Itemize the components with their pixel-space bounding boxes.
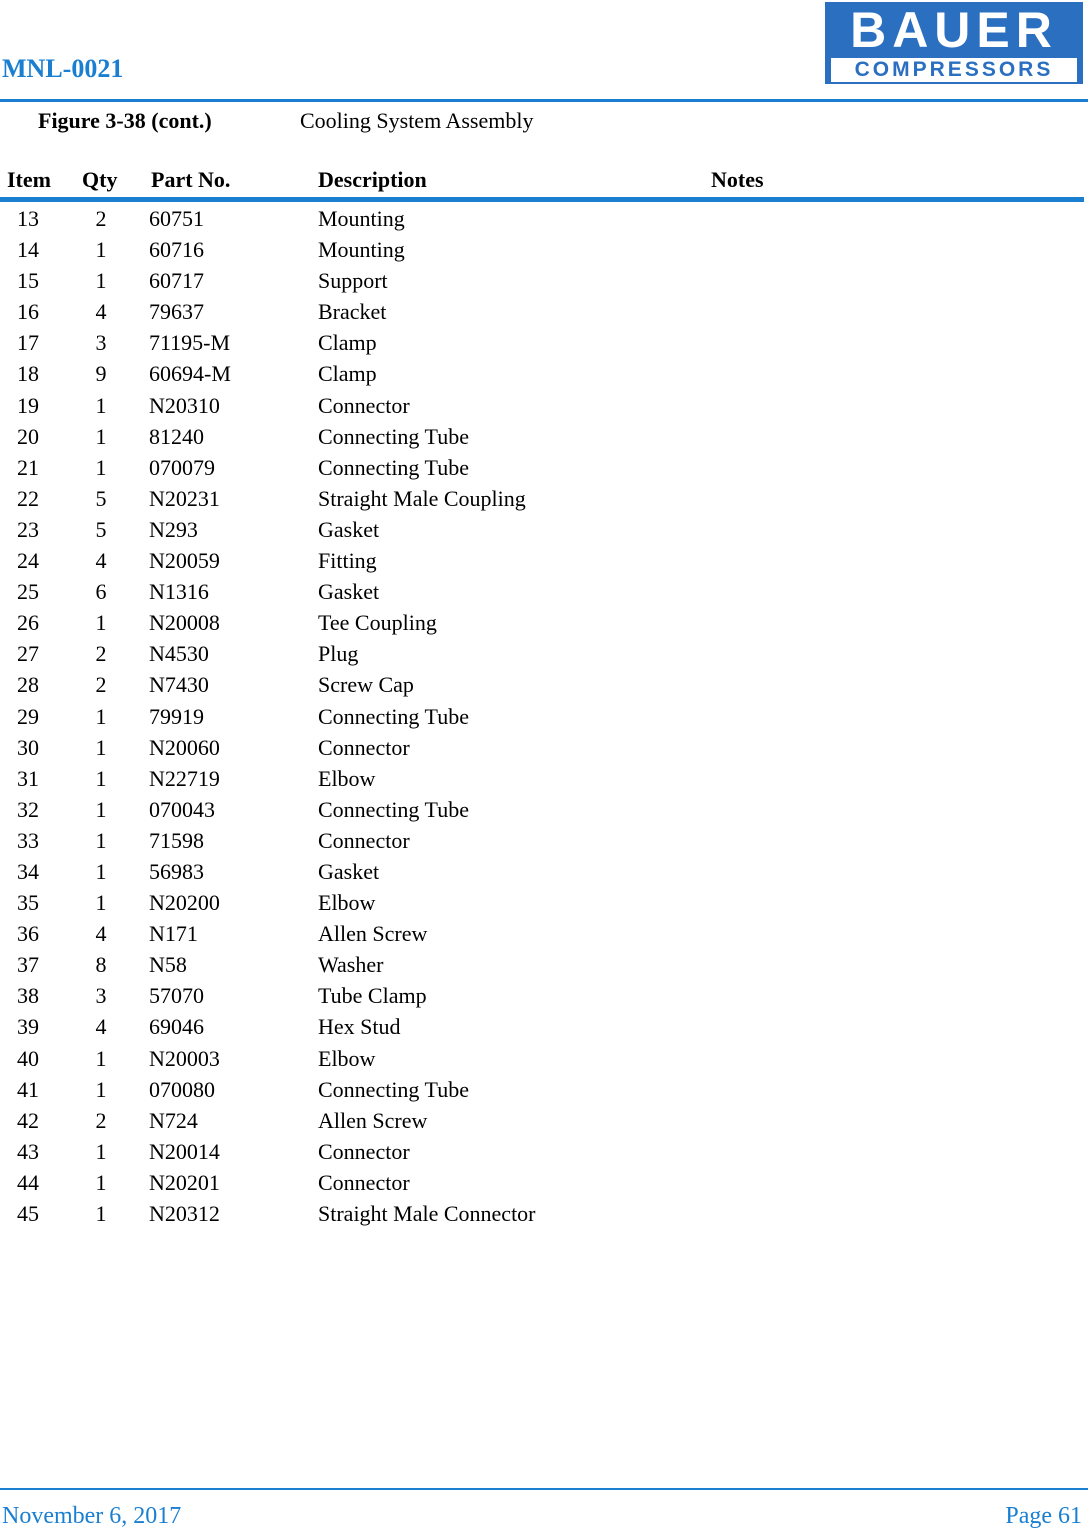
- part-number: N20014: [149, 1138, 220, 1164]
- part-number: 79919: [149, 703, 204, 729]
- table-row: [0, 577, 1088, 608]
- description: Connecting Tube: [318, 423, 469, 449]
- quantity: 4: [95, 548, 107, 574]
- quantity: 1: [95, 268, 107, 294]
- quantity: 1: [95, 734, 107, 760]
- part-number: 60716: [149, 237, 204, 263]
- part-number: 60694-M: [149, 361, 231, 387]
- part-number: 070080: [149, 1076, 215, 1102]
- item-number: 17: [17, 330, 39, 356]
- item-number: 34: [17, 858, 39, 884]
- part-number: N724: [149, 1107, 198, 1133]
- table-row: [0, 1044, 1088, 1075]
- part-number: 56983: [149, 858, 204, 884]
- description: Gasket: [318, 579, 380, 605]
- quantity: 1: [95, 1169, 107, 1195]
- description: Tube Clamp: [318, 983, 427, 1009]
- item-number: 22: [17, 485, 39, 511]
- description: Plug: [318, 641, 359, 667]
- quantity: 1: [95, 392, 107, 418]
- item-number: 13: [17, 206, 39, 231]
- part-number: N1316: [149, 579, 209, 605]
- quantity: 1: [95, 610, 107, 636]
- table-row: [0, 764, 1088, 795]
- part-number: N58: [149, 952, 187, 978]
- quantity: 1: [95, 1138, 107, 1164]
- quantity: 1: [95, 237, 107, 263]
- quantity: 1: [95, 454, 107, 480]
- table-row: [0, 359, 1088, 390]
- bauer-logo: [823, 0, 1085, 86]
- table-row: [0, 670, 1088, 701]
- description: Support: [318, 268, 388, 294]
- figure-title: Cooling System Assembly: [300, 108, 534, 133]
- quantity: 3: [95, 983, 107, 1009]
- item-number: 14: [17, 237, 39, 263]
- item-number: 21: [17, 454, 39, 480]
- description: Connector: [318, 1138, 410, 1164]
- column-header-qty: Qty: [82, 167, 118, 192]
- item-number: 20: [17, 423, 39, 449]
- description: Washer: [318, 952, 384, 978]
- description: Connector: [318, 1169, 410, 1195]
- table-row: [0, 453, 1088, 484]
- quantity: 1: [95, 890, 107, 916]
- item-number: 41: [17, 1076, 39, 1102]
- figure-label: Figure 3-38 (cont.): [38, 108, 212, 133]
- quantity: 9: [95, 361, 107, 387]
- quantity: 1: [95, 423, 107, 449]
- table-row: [0, 391, 1088, 422]
- description: Clamp: [318, 330, 377, 356]
- quantity: 8: [95, 952, 107, 978]
- table-row: [0, 639, 1088, 670]
- description: Connecting Tube: [318, 454, 469, 480]
- table-row: [0, 1168, 1088, 1199]
- footer-date: November 6, 2017: [2, 1503, 182, 1529]
- table-row: [0, 1106, 1088, 1137]
- table-row: [0, 981, 1088, 1012]
- item-number: 44: [17, 1169, 39, 1195]
- part-number: 070043: [149, 796, 215, 822]
- item-number: 39: [17, 1014, 39, 1040]
- item-number: 38: [17, 983, 39, 1009]
- column-header-description: Description: [318, 167, 427, 192]
- part-number: N20310: [149, 392, 220, 418]
- table-row: [0, 608, 1088, 639]
- table-row: [0, 919, 1088, 950]
- part-number: N20312: [149, 1201, 220, 1226]
- item-number: 36: [17, 921, 39, 947]
- part-number: 71598: [149, 827, 204, 853]
- part-number: N4530: [149, 641, 209, 667]
- part-number: N171: [149, 921, 198, 947]
- description: Straight Male Connector: [318, 1201, 536, 1226]
- table-row: [0, 204, 1088, 235]
- header-divider: [0, 99, 1088, 102]
- part-number: 60751: [149, 206, 204, 231]
- table-row: [0, 515, 1088, 546]
- part-number: N293: [149, 516, 198, 542]
- description: Hex Stud: [318, 1014, 401, 1040]
- quantity: 1: [95, 1045, 107, 1071]
- part-number: 81240: [149, 423, 204, 449]
- table-row: [0, 235, 1088, 266]
- table-row: [0, 1012, 1088, 1043]
- description: Elbow: [318, 890, 376, 916]
- table-row: [0, 733, 1088, 764]
- part-number: 070079: [149, 454, 215, 480]
- part-number: N7430: [149, 672, 209, 698]
- quantity: 2: [95, 672, 107, 698]
- table-row: [0, 1075, 1088, 1106]
- part-number: N20003: [149, 1045, 220, 1071]
- item-number: 26: [17, 610, 39, 636]
- column-header-notes: Notes: [711, 167, 764, 192]
- quantity: 1: [95, 858, 107, 884]
- quantity: 6: [95, 579, 107, 605]
- description: Connecting Tube: [318, 1076, 469, 1102]
- item-number: 37: [17, 952, 39, 978]
- description: Fitting: [318, 548, 377, 574]
- quantity: 5: [95, 485, 107, 511]
- quantity: 4: [95, 299, 107, 325]
- description: Connecting Tube: [318, 703, 469, 729]
- item-number: 29: [17, 703, 39, 729]
- table-row: [0, 546, 1088, 577]
- parts-list: [0, 204, 1088, 1230]
- description: Clamp: [318, 361, 377, 387]
- item-number: 32: [17, 796, 39, 822]
- description: Straight Male Coupling: [318, 485, 526, 511]
- item-number: 15: [17, 268, 39, 294]
- item-number: 16: [17, 299, 39, 325]
- quantity: 1: [95, 703, 107, 729]
- item-number: 27: [17, 641, 39, 667]
- part-number: N20008: [149, 610, 220, 636]
- part-number: 79637: [149, 299, 204, 325]
- item-number: 18: [17, 361, 39, 387]
- quantity: 2: [95, 641, 107, 667]
- table-row: [0, 702, 1088, 733]
- item-number: 25: [17, 579, 39, 605]
- item-number: 35: [17, 890, 39, 916]
- column-header-item: Item: [7, 167, 51, 192]
- quantity: 1: [95, 1076, 107, 1102]
- part-number: N20059: [149, 548, 220, 574]
- quantity: 4: [95, 1014, 107, 1040]
- part-number: N20201: [149, 1169, 220, 1195]
- description: Connector: [318, 827, 410, 853]
- item-number: 45: [17, 1201, 39, 1226]
- description: Connector: [318, 734, 410, 760]
- table-row: [0, 297, 1088, 328]
- logo-subtitle: COMPRESSORS: [831, 58, 1077, 82]
- table-row: [0, 1137, 1088, 1168]
- item-number: 28: [17, 672, 39, 698]
- description: Bracket: [318, 299, 387, 325]
- table-row: [0, 266, 1088, 297]
- description: Connector: [318, 392, 410, 418]
- item-number: 42: [17, 1107, 39, 1133]
- table-row: [0, 826, 1088, 857]
- table-row: [0, 857, 1088, 888]
- table-row: [0, 1199, 1088, 1230]
- part-number: 60717: [149, 268, 204, 294]
- quantity: 5: [95, 516, 107, 542]
- footer-page-number: Page 61: [1005, 1503, 1082, 1529]
- description: Allen Screw: [318, 921, 428, 947]
- description: Elbow: [318, 765, 376, 791]
- logo-wordmark: BAUER: [850, 2, 1058, 58]
- part-number: 71195-M: [149, 330, 231, 356]
- table-row: [0, 795, 1088, 826]
- part-number: N20231: [149, 485, 220, 511]
- quantity: 1: [95, 796, 107, 822]
- description: Connecting Tube: [318, 796, 469, 822]
- table-row: [0, 422, 1088, 453]
- part-number: N22719: [149, 765, 220, 791]
- table-row: [0, 950, 1088, 981]
- part-number: 69046: [149, 1014, 204, 1040]
- description: Elbow: [318, 1045, 376, 1071]
- item-number: 31: [17, 765, 39, 791]
- description: Gasket: [318, 858, 380, 884]
- description: Allen Screw: [318, 1107, 428, 1133]
- item-number: 43: [17, 1138, 39, 1164]
- footer-divider: [0, 1488, 1088, 1490]
- document-id: MNL-0021: [2, 54, 124, 83]
- description: Mounting: [318, 206, 405, 231]
- item-number: 30: [17, 734, 39, 760]
- quantity: 3: [95, 330, 107, 356]
- quantity: 2: [95, 206, 107, 231]
- description: Screw Cap: [318, 672, 414, 698]
- column-header-part-no: Part No.: [151, 167, 231, 192]
- table-row: [0, 888, 1088, 919]
- part-number: N20200: [149, 890, 220, 916]
- quantity: 1: [95, 827, 107, 853]
- table-row: [0, 484, 1088, 515]
- description: Gasket: [318, 516, 380, 542]
- item-number: 23: [17, 516, 39, 542]
- item-number: 40: [17, 1045, 39, 1071]
- item-number: 19: [17, 392, 39, 418]
- quantity: 4: [95, 921, 107, 947]
- description: Tee Coupling: [318, 610, 437, 636]
- part-number: N20060: [149, 734, 220, 760]
- quantity: 1: [95, 765, 107, 791]
- item-number: 33: [17, 827, 39, 853]
- item-number: 24: [17, 548, 39, 574]
- part-number: 57070: [149, 983, 204, 1009]
- quantity: 2: [95, 1107, 107, 1133]
- description: Mounting: [318, 237, 405, 263]
- quantity: 1: [95, 1201, 107, 1226]
- table-header-divider: [0, 197, 1084, 202]
- table-row: [0, 328, 1088, 359]
